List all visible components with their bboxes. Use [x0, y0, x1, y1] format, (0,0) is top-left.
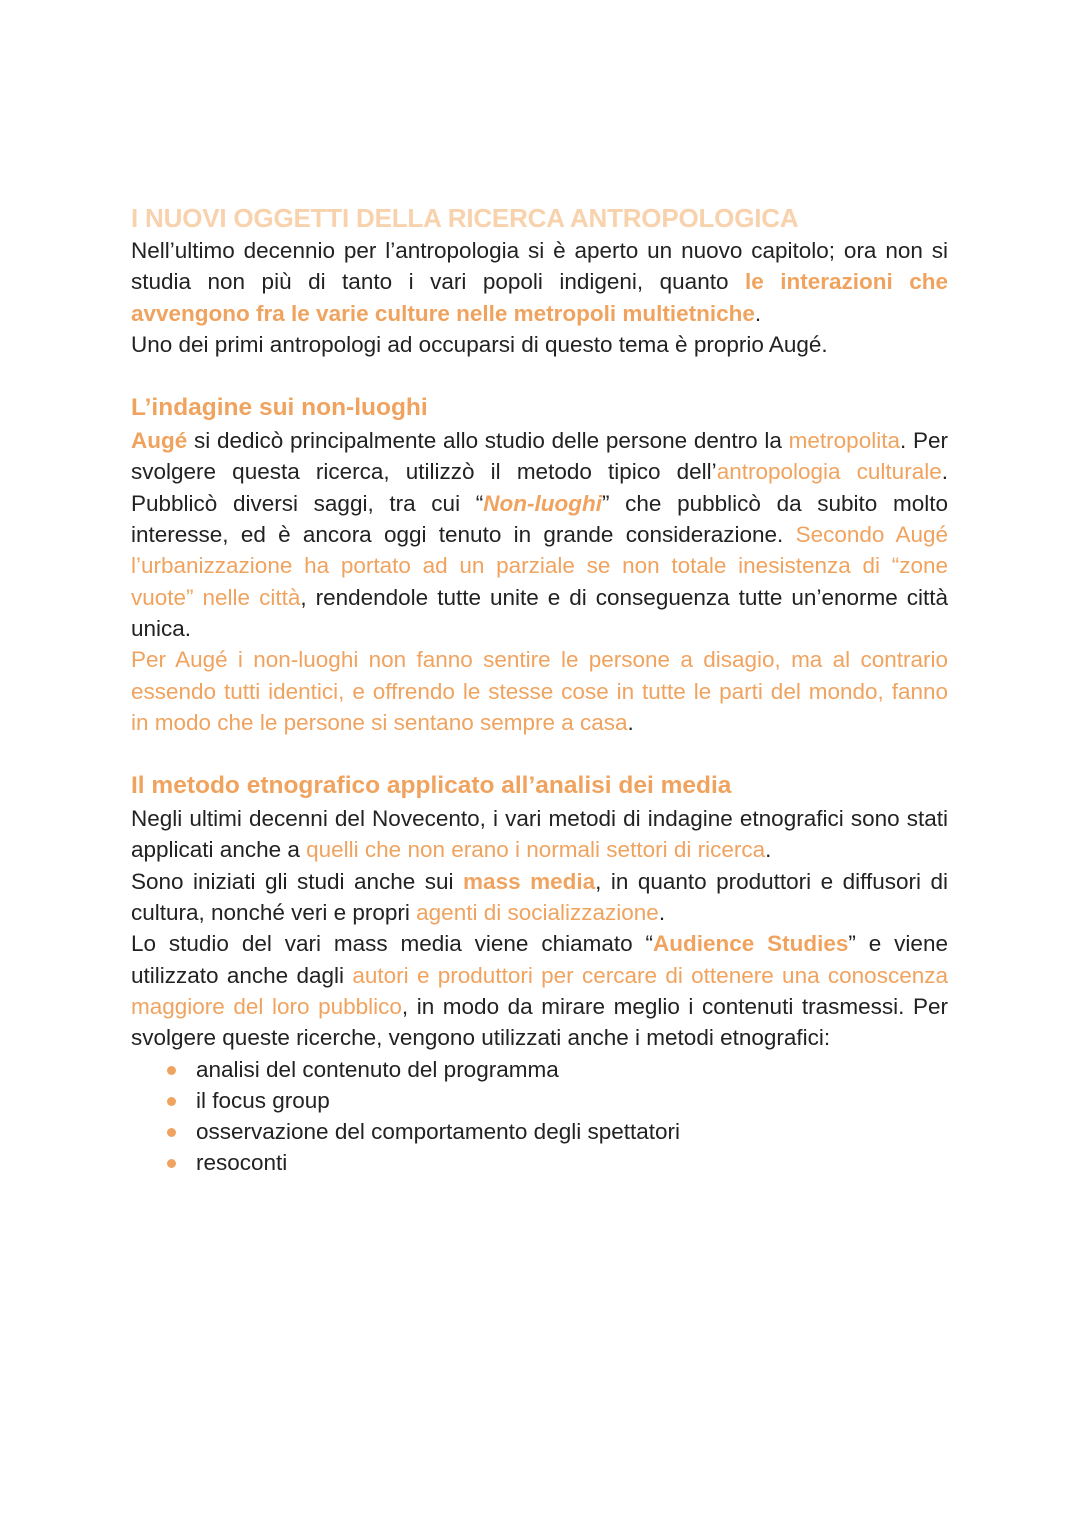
text-run: ” che pubblicò da subito molto interesse, ed è ancora oggi tenuto in grande considerazione.: [131, 490, 948, 548]
text-run: .: [754, 300, 762, 326]
text-run: Sono iniziati gli studi anche sui: [131, 868, 464, 894]
book-title: Non-luoghi: [483, 490, 602, 516]
section3-paragraph-2: [131, 866, 948, 929]
text-run: ” e viene utilizzato anche dagli: [131, 931, 948, 988]
list-item-label: il focus group: [196, 1087, 330, 1113]
section3-paragraph-1: [131, 803, 948, 866]
bullet-icon: [167, 1066, 176, 1075]
section1-paragraph-2: Uno dei primi antropologi ad occuparsi di questo tema è proprio Augé.: [131, 331, 828, 357]
methods-list: [131, 1054, 948, 1179]
list-item-label: resoconti: [196, 1150, 288, 1176]
spacer: [131, 360, 948, 391]
spacer: [131, 738, 948, 769]
text-run: , in modo da mirare meglio i contenuti trasmessi. Per svolgere queste ricerche, vengono utilizzati anche i metodi etnografici:: [131, 993, 948, 1051]
text-run: si dedicò principalmente allo studio delle persone dentro la: [187, 428, 789, 454]
highlight-text: metropolita: [788, 428, 900, 454]
section2-paragraph-2: [131, 644, 948, 738]
highlight-text: Audience Studies: [653, 931, 849, 957]
list-item-label: analisi del contenuto del programma: [196, 1056, 559, 1082]
section2-paragraph-1: [131, 425, 948, 644]
text-run: .: [765, 837, 772, 863]
list-item: [167, 1116, 948, 1147]
section3-paragraph-3: [131, 928, 948, 1053]
highlight-text: mass media: [463, 868, 596, 894]
highlight-text: Augé: [131, 428, 188, 454]
highlight-text: agenti di socializzazione: [416, 900, 659, 926]
page-title: I NUOVI OGGETTI DELLA RICERCA ANTROPOLOGICA: [131, 203, 799, 233]
text-run: Negli ultimi decenni del Novecento, i vari metodi di indagine etnografici sono stati applicati anche a: [131, 806, 948, 863]
highlight-text: le interazioni che avvengono fra le varie culture nelle metropoli multietniche: [131, 269, 948, 326]
bullet-icon: [167, 1159, 176, 1168]
document-page: [131, 201, 948, 1179]
text-run: . Per svolgere questa ricerca, utilizzò il metodo tipico dell’: [131, 428, 948, 485]
list-item: [167, 1054, 948, 1085]
text-run: .: [658, 900, 666, 926]
text-run: , rendendole tutte unite e di conseguenza tutte un’enorme città unica.: [131, 584, 948, 641]
highlight-text: Per Augé i non-luoghi non fanno sentire le persone a disagio, ma al contrario essendo tutti identici, e offrendo le stesse cose in tutte le parti del mondo, fanno in modo che le persone si sentano sempre a casa: [131, 647, 948, 735]
text-run: .: [627, 709, 634, 735]
highlight-text: quelli che non erano i normali settori di ricerca: [306, 837, 766, 863]
highlight-text: autori e produttori per cercare di ottenere una conoscenza maggiore del loro pubblico: [131, 962, 948, 1019]
text-run: Lo studio del vari mass media viene chiamato “: [131, 931, 653, 957]
section-heading-non-luoghi: L’indagine sui non-luoghi: [131, 394, 428, 422]
list-item-label: osservazione del comportamento degli spettatori: [196, 1119, 681, 1145]
section-heading-media: Il metodo etnografico applicato all’analisi dei media: [131, 772, 732, 800]
list-item: [167, 1085, 948, 1116]
section1-paragraph-1: [131, 235, 948, 329]
bullet-icon: [167, 1128, 176, 1137]
text-run: , in quanto produttori e diffusori di cultura, nonché veri e propri: [131, 868, 949, 926]
text-run: . Pubblicò diversi saggi, tra cui “: [131, 459, 948, 516]
list-item: [167, 1147, 948, 1178]
highlight-text: antropologia culturale: [716, 459, 942, 485]
bullet-icon: [167, 1097, 176, 1106]
text-run: Nell’ultimo decennio per l’antropologia si è aperto un nuovo capitolo; ora non si studia non più di tanto i vari popoli indigeni, quanto: [131, 238, 948, 295]
highlight-text: Secondo Augé l’urbanizzazione ha portato ad un parziale se non totale inesistenza di “zone vuote” nelle città: [131, 522, 948, 610]
